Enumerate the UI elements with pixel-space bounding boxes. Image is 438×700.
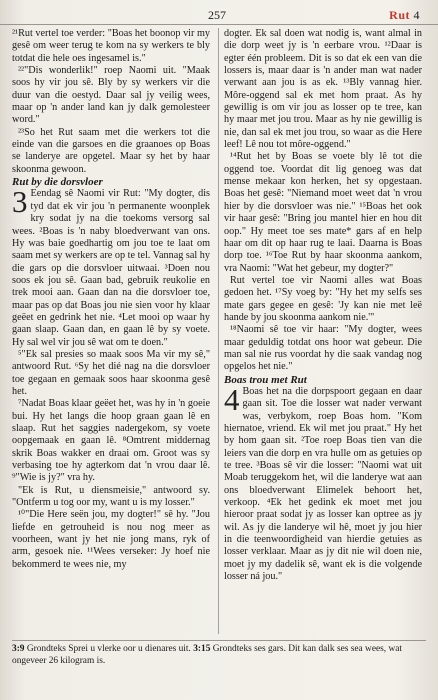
verse-paragraph: ¹⁸Naomi sê toe vir haar: "My dogter, wees maar geduldig totdat ons hoor wat gebeur. Die man sal nie rus voordat hy die saak vandag nog opgelos het nie.": [224, 324, 422, 373]
verse-paragraph: Eendag sê Naomi vir Rut: "My dogter, dis tyd dat ek vir jou 'n permanente woonplek kry sodat jy na die toekoms versorg sal wees. ²Boas is 'n naby bloedverwant van ons. Hy was baie goedhartig om jou toe te laat om saam met sy werkers are op te tel. Vannag sal hy die gars op die dorsvloer uitwaai. ³Doen nou soos ek jou sê. Gaan bad, gebruik reukolie en trek mooi aan. Gaan dan na die dorsvloer toe, maar pas op dat Boas jou nie sien voor hy klaar geëet en gedrink het nie. ⁴Let mooi op waar hy gaan slaap. Gaan dan, en gaan lê by sy voete. Hy sal wel vir jou sê wat om te doen.": [12, 188, 210, 348]
left-column: [12, 28, 210, 633]
footnote-text: Grondteks ses gars. Dit kan dalk ses sea wees, wat ongeveer 26 kilogram is.: [12, 644, 403, 666]
verse-paragraph: "Ek is Rut, u diensmeisie," antwoord sy. "Ontferm u tog oor my, want u is my losser.": [12, 484, 210, 509]
section-heading: Boas trou met Rut: [224, 373, 307, 386]
verse-paragraph: ²²"Dis wonderlik!" roep Naomi uit. "Maak soos hy vir jou sê. Bly by sy werkers vir die duur van die oestyd. Daar sal jy veilig wees, maar op 'n ander land kan jy dalk gemolesteer word.": [12, 65, 210, 126]
chapter-drop-number: 4: [224, 381, 240, 417]
verse-paragraph: ²¹Rut vertel toe verder: "Boas het boonop vir my gesê om weer terug te kom na sy werkers te bly totdat die hele oes ingesamel is.": [12, 28, 210, 64]
page-number: 257: [208, 8, 226, 22]
footnote-reference: 3:15: [193, 644, 211, 654]
chapter-drop-number: 3: [12, 184, 28, 220]
verse-paragraph: Rut vertel toe vir Naomi alles wat Boas gedoen het. ¹⁷Sy voeg by: "Hy het my selfs ses mate gars gegee en gesê: 'Jy kan nie met leë hande by jou skoonma aankom nie.'": [224, 274, 422, 323]
footnote: [12, 644, 426, 667]
right-column: [224, 28, 422, 633]
verse-paragraph: ¹⁰"Die Here seën jou, my dogter!" sê hy. "Jou liefde en getrouheid is nou nog meer as voorheen, want jy het nie jong mans, ryk of arm, gesoek nie. ¹¹Wees verseker: Jy hoef nie bekommerd te wees nie, my: [12, 509, 210, 570]
verse-paragraph: ⁷Nadat Boas klaar geëet het, was hy in 'n goeie bui. Hy het langs die hoop graan gaan lê en slaap. Rut het saggies nadergekom, sy voete oopgemaak en gaan lê. ⁸Omtrent middernag skrik Boas wakker en draai om. Groot was sy verbasing toe hy agterkom dat 'n vrou daar lê. ⁹"Wie is jy?" vra hy.: [12, 398, 210, 484]
verse-paragraph: ⁵"Ek sal presies so maak soos Ma vir my sê," antwoord Rut. ⁶Sy het dié nag na die dorsvloer toe gegaan en gemaak soos haar skoonma gesê het.: [12, 348, 210, 397]
footnote-text: Grondteks Sprei u vlerke oor u dienares uit.: [26, 644, 191, 654]
verse-paragraph: Boas het na die dorpspoort gegaan en daar gaan sit. Toe die losser wat nader verwant was, verbykom, roep Boas hom. "Kom hiernatoe, vriend. Ek wil met jou praat." Hy het by hom gaan sit. ²Toe roep Boas tien van die leiers van die dorp en vra hulle om as getuies op te tree. ³Boas sê vir die losser: "Naomi wat uit Moab teruggekom het, wil die landerye wat aan ons bloedverwant Elimelek behoort het, verkoop. ⁴Ek het gedink ek moet met jou hieroor praat sodat jy as losser kan optree as jy wil. As jy die landerye wil hê, moet jy jou hier in die teenwoordigheid van hierdie getuies as losser verklaar. Maar as jy dit nie wil doen nie, moet jy my dadelik sê, want ek is die volgende losser ná jou.": [224, 385, 422, 583]
footnote-reference: 3:9: [12, 644, 25, 654]
verse-paragraph: ¹⁴Rut het by Boas se voete bly lê tot die oggend toe. Voordat dit lig genoeg was dat mense mekaar kon herken, het sy opgestaan. Boas het gesê: "Niemand moet weet dat 'n vrou hier by die dorsvloer was nie." ¹⁵Boas het ook vir haar gesê: "Bring jou mantel hier en hou dit oop." Hy meet toe ses mate* gars af en help haar om dit op haar rug te laai. Daarna is Boas dorp toe. ¹⁶Toe Rut by haar skoonma aankom, vra Naomi: "Wat het gebeur, my dogter?": [224, 151, 422, 274]
page-header: [0, 8, 438, 25]
column-divider: [218, 28, 219, 634]
footnotes: [12, 640, 426, 667]
book-name: Rut: [389, 8, 410, 22]
section-heading: Rut by die dorsvloer: [12, 176, 103, 189]
verse-paragraph: ²³So het Rut saam met die werkers tot die einde van die garsoes en die graanoes op Boas se landerye are opgetel. Maar sy het by haar skoonma gewoon.: [12, 126, 210, 175]
verse-paragraph: dogter. Ek sal doen wat nodig is, want almal in die dorp weet jy is 'n eerbare vrou. ¹²Daar is egter één probleem. Dit is so dat ek een van die lossers is, maar daar is 'n ander man wat nader verwant aan jou is as ek. ¹³Bly vannag hier. Môre-oggend sal ek met hom praat. As hy gewillig is om vir jou as losser op te tree, kan hy maar met jou trou. Maar as hy nie gewillig is nie, dan sal ek met jou trou, so waar as die Here leef! Lê nou tot môre-oggend.": [224, 28, 422, 151]
chapter-number: 4: [413, 8, 420, 22]
book-chapter-reference: [389, 8, 420, 23]
